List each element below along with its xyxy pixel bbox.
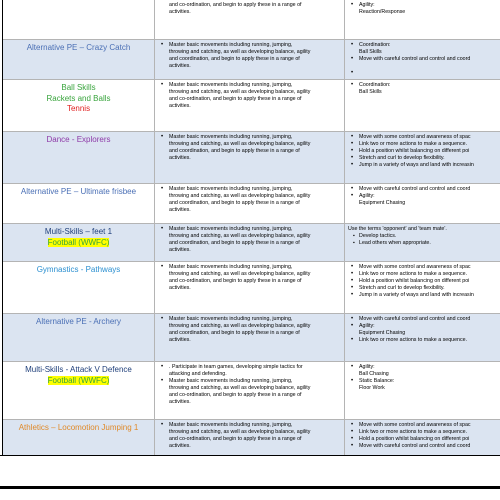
table-row — [3, 314, 500, 362]
skill-line: Ball Chasing — [359, 370, 389, 377]
objective-line: throwing and catching, as well as developing balance, agility — [169, 270, 311, 277]
objective-line: and co-ordination, and begin to apply these in a range of — [169, 435, 302, 442]
activity-cell — [3, 80, 155, 131]
skill-line: Floor Work — [359, 384, 385, 391]
objective-line: throwing and catching, as well as developing balance, agility — [169, 384, 311, 391]
skill-line — [359, 70, 500, 77]
objective-line: activities. — [169, 102, 191, 109]
objective-line: activities. — [169, 442, 191, 449]
activity-cell — [3, 184, 155, 223]
skills-cell — [345, 40, 500, 79]
objective-line: activities. — [169, 246, 191, 253]
activity-title: Football (WWFC) — [47, 237, 110, 247]
objective-line: activities. — [169, 8, 191, 15]
objective-line: throwing and catching, as well as developing balance, agility — [169, 232, 311, 239]
page-bottom-border — [0, 455, 500, 456]
objectives-cell — [155, 184, 345, 223]
activity-title: Rackets and Balls — [46, 93, 111, 103]
skill-line: • Agility: — [359, 364, 500, 371]
skill-line: • Move with some control and awareness of spac — [359, 264, 500, 271]
table-row — [3, 224, 500, 262]
activity-title: Dance - Explorers — [46, 135, 111, 144]
objective-line: • Master basic movements including running, jumping, — [169, 378, 342, 385]
skills-cell — [345, 362, 500, 419]
skills-cell — [345, 0, 500, 39]
objective-line: and coordination, and begin to apply these in a range of — [169, 239, 300, 246]
skill-line: ▪ Develop tactics. — [359, 233, 500, 240]
skill-line: Ball Skills — [359, 48, 382, 55]
objective-line: • Master basic movements including running, jumping, — [169, 186, 342, 193]
objective-line: activities. — [169, 62, 191, 69]
objectives-cell — [155, 314, 345, 361]
skill-line: • Stretch and curl to develop flexibility. — [359, 285, 500, 292]
skills-cell — [345, 262, 500, 313]
skills-cell — [345, 132, 500, 183]
objective-line: • Master basic movements including running, jumping, — [169, 264, 342, 271]
activity-cell — [3, 314, 155, 361]
table-row — [3, 40, 500, 80]
skill-line: • Link two or more actions to make a sequence. — [359, 337, 500, 344]
activity-title: Alternative PE – Ultimate frisbee — [20, 187, 137, 196]
skills-cell — [345, 80, 500, 131]
skill-line: Reaction/Response — [359, 8, 406, 15]
skill-line: • Agility: — [359, 2, 500, 9]
objective-line: throwing and catching, as well as developing balance, agility — [169, 192, 311, 199]
skill-line: • Jump in a variety of ways and land with increasin — [359, 162, 500, 169]
skill-line: • Agility: — [359, 193, 500, 200]
objectives-cell — [155, 362, 345, 419]
table-row — [3, 0, 500, 40]
skills-cell — [345, 420, 500, 455]
objective-line: and co-ordination, and begin to apply these in a range of — [169, 95, 302, 102]
activity-cell — [3, 420, 155, 455]
objectives-cell — [155, 420, 345, 455]
table-row — [3, 420, 500, 455]
skill-line: Equipment Chasing — [359, 329, 406, 336]
skill-line: • Link two or more actions to make a sequence. — [359, 271, 500, 278]
objective-line: throwing and catching, as well as developing balance, agility — [169, 322, 311, 329]
activity-cell — [3, 224, 155, 261]
table-row — [3, 132, 500, 184]
skill-line: • Move with careful control and control and coord — [359, 316, 500, 323]
objective-line: and co-ordination, and begin to apply these in a range of — [169, 277, 302, 284]
activity-cell — [3, 262, 155, 313]
objective-line: activities. — [169, 336, 191, 343]
skill-line: Ball Skills — [359, 88, 382, 95]
skills-cell — [345, 314, 500, 361]
objective-line: throwing and catching, as well as developing balance, agility — [169, 428, 311, 435]
objective-line: • Master basic movements including running, jumping, — [169, 42, 342, 49]
activity-title: Football (WWFC) — [47, 375, 110, 385]
activity-title: Ball Skills — [61, 83, 96, 92]
objective-line: activities. — [169, 154, 191, 161]
skill-line: • Hold a position whilst balancing on different poi — [359, 148, 500, 155]
objectives-cell — [155, 40, 345, 79]
activity-title: Multi-Skills – feet 1 — [44, 227, 113, 236]
skills-cell — [345, 184, 500, 223]
objective-line: and coordination, and begin to apply these in a range of — [169, 199, 300, 206]
objective-line: and coordination, and begin to apply these in a range of — [169, 55, 300, 62]
objective-line: and coordination, and begin to apply these in a range of — [169, 329, 300, 336]
skill-line: • Link two or more actions to make a sequence. — [359, 429, 500, 436]
objective-line: activities. — [169, 206, 191, 213]
skill-line: • Move with some control and awareness of spac — [359, 134, 500, 141]
objective-line: • Master basic movements including running, jumping, — [169, 422, 342, 429]
skill-line: • Move with careful control and control and coord — [359, 443, 500, 450]
skill-line: • Stretch and curl to develop flexibility. — [359, 155, 500, 162]
table-row — [3, 184, 500, 224]
skill-line: • Jump in a variety of ways and land with increasin — [359, 292, 500, 299]
skill-line: • Coordination: — [359, 42, 500, 49]
objective-line: activities. — [169, 284, 191, 291]
objectives-cell — [155, 80, 345, 131]
page-separator-bar — [0, 486, 500, 489]
objective-line: throwing and catching, as well as developing balance, agility — [169, 48, 311, 55]
table-row — [3, 362, 500, 420]
skill-line: ▪ Lead others when appropriate. — [359, 240, 500, 247]
table-row — [3, 80, 500, 132]
table-row — [3, 262, 500, 314]
activity-title: Alternative PE – Crazy Catch — [26, 43, 131, 52]
objective-line: and co-ordination, and begin to apply these in a range of — [169, 391, 302, 398]
objective-line: throwing and catching, as well as developing balance, agility — [169, 140, 311, 147]
activity-title: Tennis — [66, 104, 91, 113]
objectives-cell — [155, 0, 345, 39]
skill-line: • Agility: — [359, 323, 500, 330]
skill-line — [359, 63, 500, 70]
objectives-cell — [155, 132, 345, 183]
skill-line: Equipment Chasing — [359, 199, 406, 206]
skill-line: • Link two or more actions to make a sequence. — [359, 141, 500, 148]
activity-cell — [3, 362, 155, 419]
objective-line: • Master basic movements including running, jumping, — [169, 226, 342, 233]
objectives-cell — [155, 262, 345, 313]
skill-line: • Move with careful control and control and coord — [359, 56, 500, 63]
activity-title: Alternative PE - Archery — [36, 317, 121, 326]
skills-cell — [345, 224, 500, 261]
objectives-cell — [155, 224, 345, 261]
skill-line: • Hold a position whilst balancing on different poi — [359, 278, 500, 285]
skill-line: • Hold a position whilst balancing on different poi — [359, 436, 500, 443]
activity-title: Athletics – Locomotion Jumping 1 — [18, 423, 139, 432]
objective-line: activities. — [169, 398, 191, 405]
activity-cell — [3, 132, 155, 183]
activity-title: Multi-Skills - Attack V Defence — [25, 365, 132, 374]
skill-line: • Move with some control and awareness of spac — [359, 422, 500, 429]
activity-cell — [3, 0, 155, 39]
skill-line: • Static Balance: — [359, 378, 500, 385]
skill-line: Use the terms 'opponent' and 'team mate'. — [348, 226, 447, 232]
objective-line: and coordination, and begin to apply these in a range of — [169, 147, 300, 154]
skill-line: • Move with careful control and control and coord — [359, 186, 500, 193]
objective-line: throwing and catching, as well as developing balance, agility — [169, 88, 311, 95]
activity-cell — [3, 40, 155, 79]
objective-line: attacking and defending. — [169, 370, 227, 377]
objective-line: • Master basic movements including running, jumping, — [169, 82, 342, 89]
objective-line: • . Participate in team games, developing simple tactics for — [169, 364, 342, 371]
objective-line: • Master basic movements including running, jumping, — [169, 134, 342, 141]
skill-line: • Coordination: — [359, 82, 500, 89]
activity-title: Gymnastics - Pathways — [36, 265, 121, 274]
objective-line: and co-ordination, and begin to apply these in a range of — [169, 2, 302, 8]
objective-line: • Master basic movements including running, jumping, — [169, 316, 342, 323]
